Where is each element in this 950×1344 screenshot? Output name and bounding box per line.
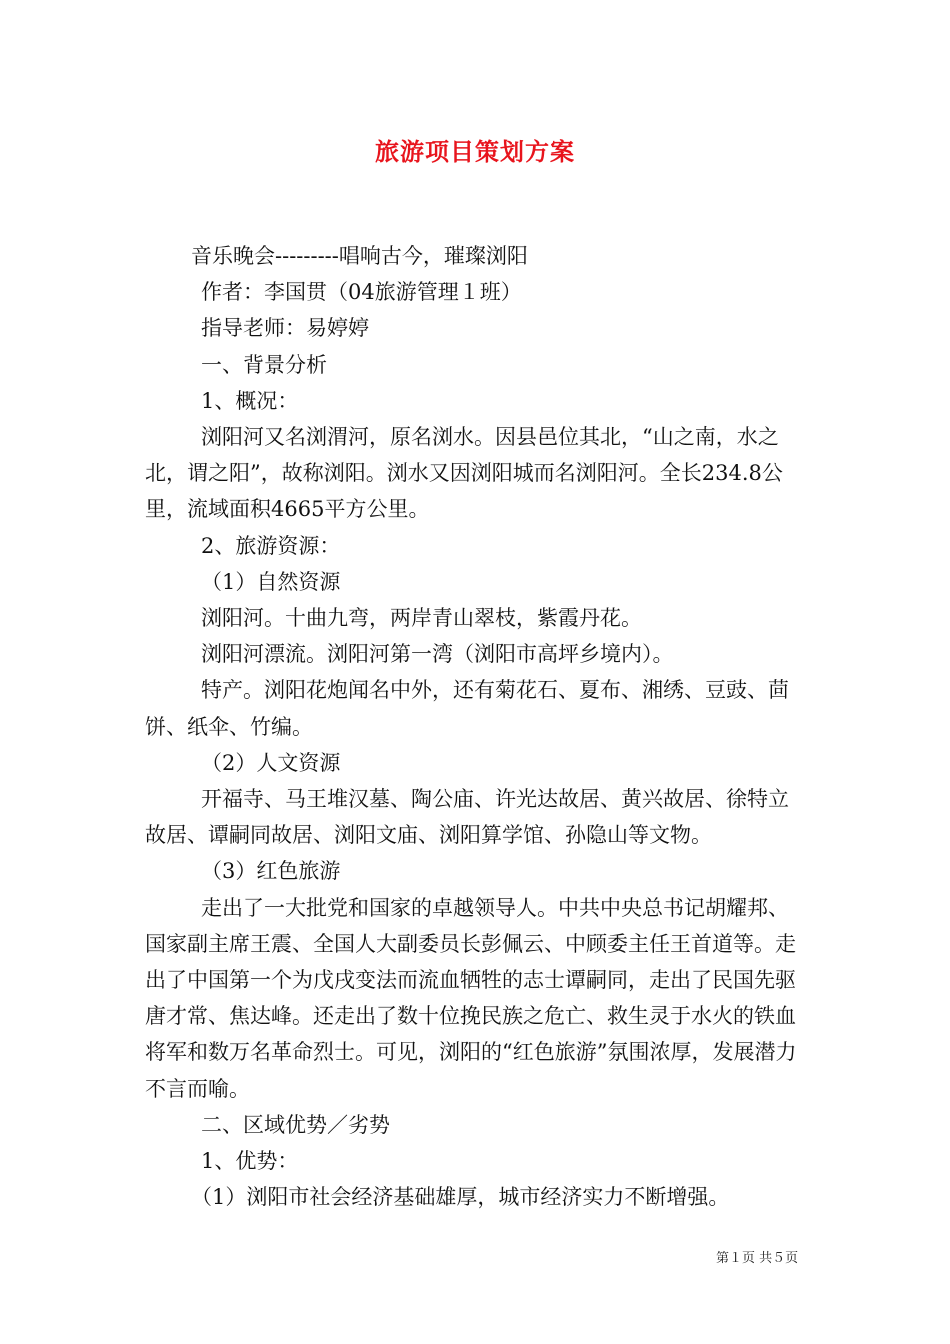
- page-number: 第１页 共５页: [716, 1251, 799, 1266]
- paragraph: 开福寺、马王堆汉墓、陶公庙、许光达故居、黄兴故居、徐特立故居、谭嗣同故居、浏阳文庙、浏阳算学馆、孙隐山等文物。: [145, 787, 789, 848]
- subsection-heading: （3）红色旅游: [201, 859, 341, 884]
- paragraph: 音乐晚会---------唱响古今，璀璨浏阳: [191, 244, 528, 268]
- paragraph: 指导老师：易婷婷: [201, 316, 369, 341]
- document-body: [145, 238, 807, 1215]
- paragraph: 浏阳河。十曲九弯，两岸青山翠枝，紫霞丹花。: [201, 606, 642, 631]
- subsection-heading: 2、旅游资源：: [201, 533, 341, 558]
- paragraph: 作者：李国贯（04旅游管理１班）: [201, 280, 522, 305]
- subsection-heading: 1、优势：: [201, 1149, 299, 1174]
- subsection-heading: （1）自然资源: [201, 569, 341, 594]
- section-heading: 二、区域优势／劣势: [201, 1112, 390, 1137]
- paragraph: 走出了一大批党和国家的卓越领导人。中共中央总书记胡耀邦、国家副主席王震、全国人大副委员长彭佩云、中顾委主任王首道等。走出了中国第一个为戊戌变法而流血牺牲的志士谭嗣同，走出了民国先驱唐才常、焦达峰。还走出了数十位挽民族之危亡、救生灵于水火的铁血将军和数万名革命烈士。可见，浏阳的“红色旅游”氛围浓厚，发展潜力不言而喻。: [145, 895, 797, 1101]
- paragraph: 浏阳河漂流。浏阳河第一湾（浏阳市高坪乡境内）。: [201, 642, 674, 667]
- document-title: 旅游项目策划方案: [375, 137, 575, 166]
- section-heading: 一、背景分析: [201, 352, 327, 377]
- paragraph: （1）浏阳市社会经济基础雄厚，城市经济实力不断增强。: [191, 1185, 730, 1210]
- paragraph: 浏阳河又名浏渭河，原名浏水。因县邑位其北，“山之南，水之北，谓之阳”，故称浏阳。浏水又因浏阳城而名浏阳河。全长234.8公里，流域面积4665平方公里。: [145, 425, 783, 522]
- paragraph: 特产。浏阳花炮闻名中外，还有菊花石、夏布、湘绣、豆豉、茴饼、纸伞、竹编。: [145, 678, 789, 739]
- subsection-heading: （2）人文资源: [201, 750, 341, 775]
- subsection-heading: 1、概况：: [201, 388, 299, 413]
